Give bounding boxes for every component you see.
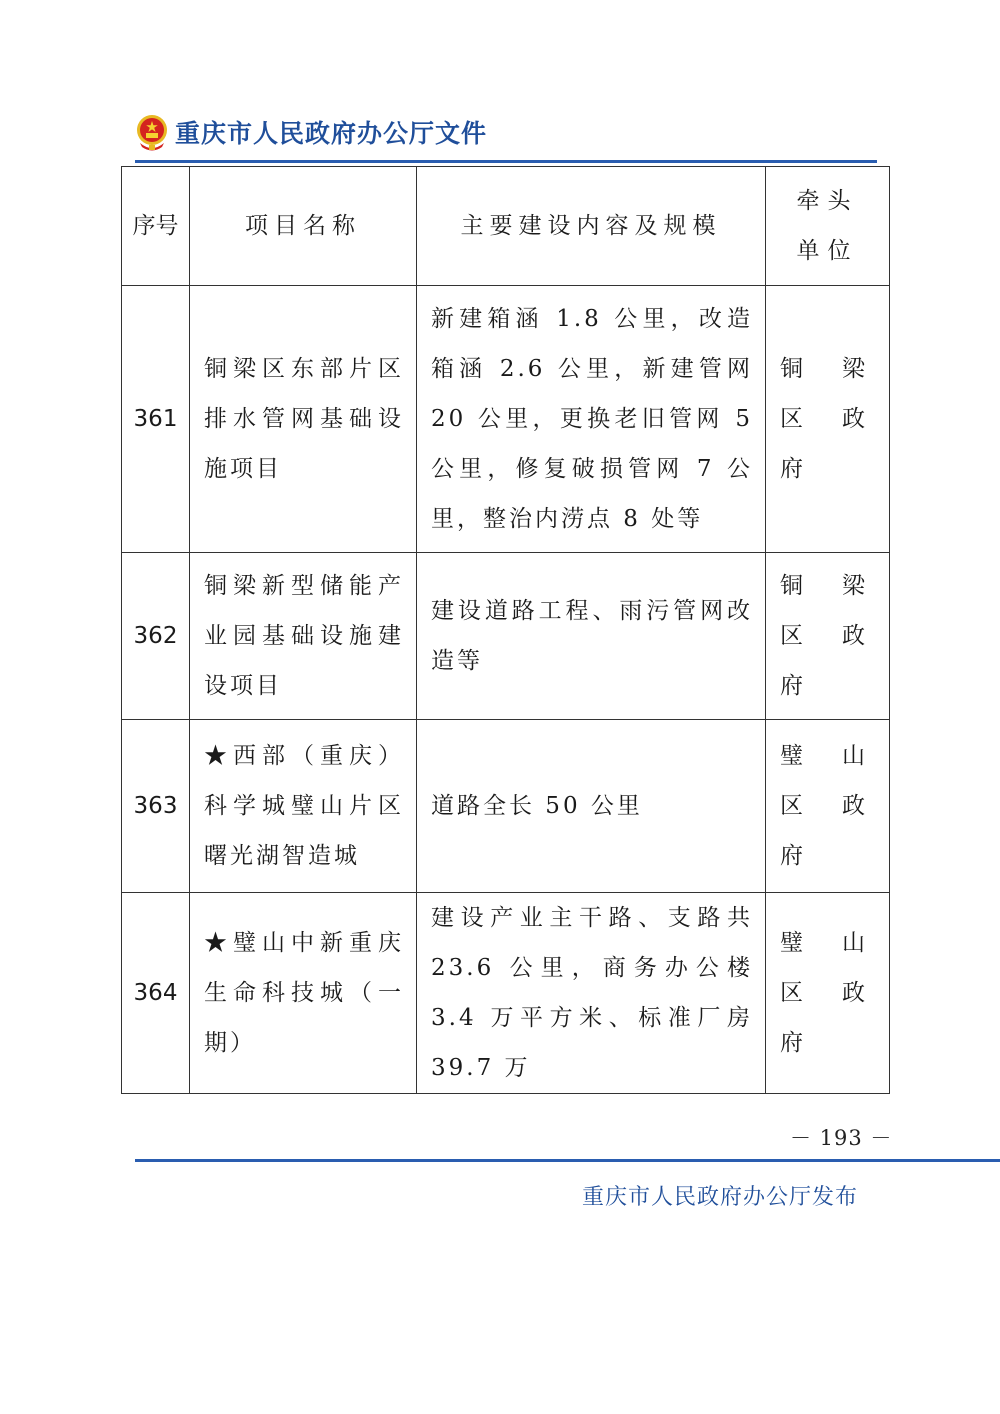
table-row <box>122 893 890 1094</box>
project-name: 铜梁新型储能产业园基础设施建设项目 <box>190 553 417 720</box>
header-title: 重庆市人民政府办公厅文件 <box>175 119 488 148</box>
column-header-content: 主要建设内容及规模 <box>417 167 766 286</box>
project-content: 道路全长 50 公里 <box>417 720 766 893</box>
header-divider <box>135 160 877 163</box>
lead-unit: 璧山区政府 <box>766 720 890 893</box>
footer-divider <box>135 1159 1000 1162</box>
project-content: 建设道路工程、雨污管网改造等 <box>417 553 766 720</box>
project-name: ★璧山中新重庆生命科技城（一期） <box>190 893 417 1094</box>
table-row <box>122 553 890 720</box>
row-number: 364 <box>122 893 190 1094</box>
project-table <box>121 166 890 1094</box>
column-header-no: 序号 <box>122 167 190 286</box>
document-header <box>135 108 487 156</box>
lead-unit: 璧山区政府 <box>766 893 890 1094</box>
project-name: ★西部（重庆）科学城璧山片区曙光湖智造城 <box>190 720 417 893</box>
table-row <box>122 286 890 553</box>
lead-unit: 铜梁区政府 <box>766 286 890 553</box>
project-name: 铜梁区东部片区排水管网基础设施项目 <box>190 286 417 553</box>
page-number: － 193 － <box>790 1126 893 1150</box>
footer-publisher: 重庆市人民政府办公厅发布 <box>582 1185 859 1210</box>
table-header-row <box>122 167 890 286</box>
column-header-unit: 牵头单位 <box>766 167 890 286</box>
column-header-name: 项目名称 <box>190 167 417 286</box>
table-row <box>122 720 890 893</box>
project-content: 新建箱涵 1.8 公里，改造箱涵 2.6 公里，新建管网 20 公里，更换老旧管网 5 公里，修复破损管网 7 公里，整治内涝点 8 处等 <box>417 286 766 553</box>
row-number: 361 <box>122 286 190 553</box>
national-emblem-icon <box>135 113 169 151</box>
lead-unit: 铜梁区政府 <box>766 553 890 720</box>
row-number: 362 <box>122 553 190 720</box>
row-number: 363 <box>122 720 190 893</box>
project-content: 建设产业主干路、支路共 23.6 公里，商务办公楼 3.4 万平方米、标准厂房 39.7 万 <box>417 893 766 1094</box>
